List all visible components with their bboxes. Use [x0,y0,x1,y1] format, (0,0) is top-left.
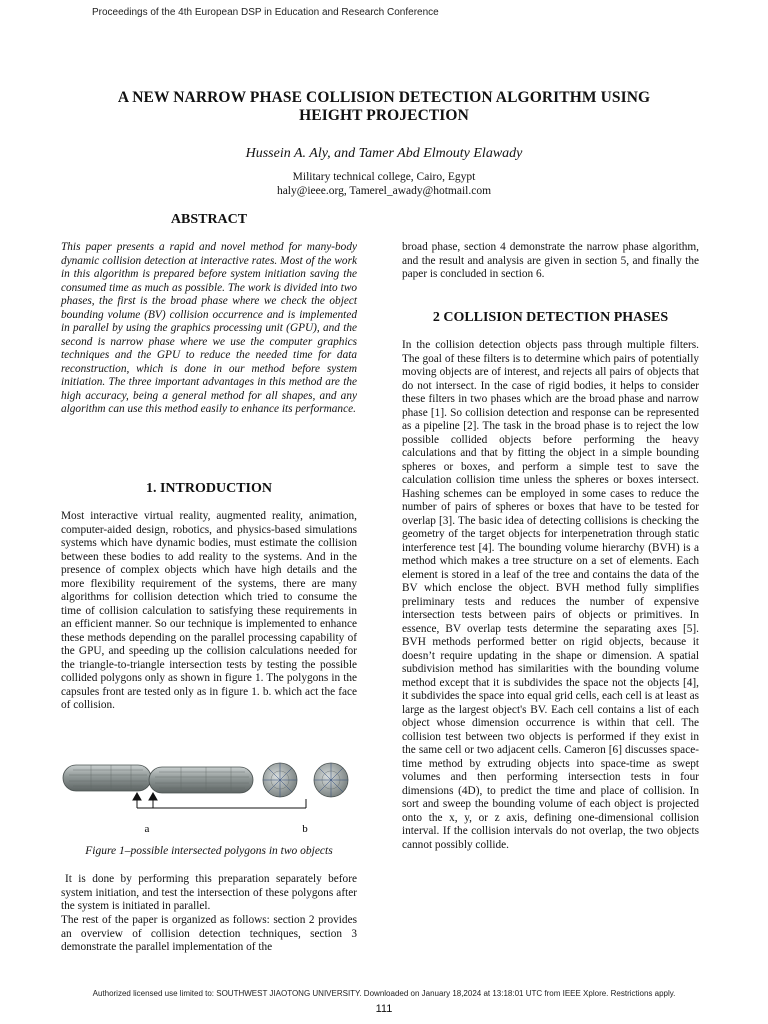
figure-label-b: b [302,823,308,834]
introduction-paragraph-1: Most interactive virtual reality, augmented reality, animation, computer-aided design, robotics, and physics-based simulations systems which have dynamic bodies, must estimate the collision between these bodies to add reality to the systems. And in the presence of complex objects which have high details and the more flexibility requirement of the systems, there are many algorithms for collision detection which tried to consume the time of collision calculation to satisfying these requirements in an efficient manner. So our technique is implemented to enhance these methods depending on the parallel processing capability of the GPU, and speeding up the collision calculations needed for the triangle-to-triangle intersection tests by testing the possible collided polygons only as shown in figure 1. The polygons in the capsules front are tested only as in figure 1. b. which act the face of collision. [61,510,357,711]
emails: haly@ieee.org, Tamerel_awady@hotmail.com [276,185,492,197]
running-header: Proceedings of the 4th European DSP in Education and Research Conference [92,7,439,18]
license-footer: Authorized licensed use limited to: SOUTHWEST JIAOTONG UNIVERSITY. Downloaded on January 18,2024 at 13:18:01 UTC from IEEE Xplore. Restrictions apply. [92,989,676,998]
sphere-object-2 [314,763,348,797]
affiliation-block [60,170,708,198]
introduction-paragraph-2: It is done by performing this preparation separately before system initiation, and test the intersection of these polygons after the system is initiated in parallel. [61,873,357,912]
introduction-paragraph-3: The rest of the paper is organized as follows: section 2 provides an overview of collision detection techniques, section 3 demonstrate the parallel implementation of the [61,914,357,953]
affiliation: Military technical college, Cairo, Egypt [292,171,476,183]
sphere-object-1 [263,763,297,797]
page-number: 111 [375,1003,393,1015]
section-2-paragraph: In the collision detection objects pass through multiple filters. The goal of these filters is to determine which pairs of potentially moving objects are of interest, and rejects all pairs of objects that do not intersect. In the case of rigid bodies, it helps to consider these filters in two phases which are the broad phase and narrow phase [1]. So collision detection and response can be represented as a pipeline [2]. The task in the broad phase is to reject the low possible collided objects before performing the heavy calculations and that by fitting the object in a simple bounding spheres or boxes, and perform a simple test to save the calculation collision time unless the spheres or boxes intersect. Hashing schemes can be employed in some cases to reduce the number of pairs of spheres or boxes that have to be tested for overlap [3]. The basic idea of detecting collisions is checking the geometry of the target objects for interpenetration through static interference test [4]. The bounding volume hierarchy (BVH) is a method which makes a tree structure on a set of elements. Each element is stored in a leaf of the tree and contains the data of the BV which enclose the object. BVH method fully simplifies preliminary tests and reduces the number of expensive intersection tests between pairs of objects or primitives. In essence, BV overlap tests determine the separating axes [5]. BVH methods performed better on rigid objects, because it doesn’t require updating in the shape or dimension. A spatial subdivision method has similarities with the bounding volume method except that it is subdivides the space not the objects [4], it subdivides the space into equal grid cells, each cell is at least as large as the largest object's BV. Each cell contains a list of each object whose dimension occurrence is within that cell. The collision test between two objects is performed if they exist in the same cell or two adjacent cells. Cameron [6] discusses space-time method by extruding objects into space-time as swept volumes and then performing intersection tests in four dimensions (4D), to predict the time and place of collision. In sort and sweep the bounding volume of each object is projected onto the x, y, or z axis, defining one-dimensional collision interval. If the collision intervals do not overlap, the two objects cannot possibly collide. [402,339,699,851]
title-line-2: HEIGHT PROJECTION [299,107,469,124]
authors: Hussein A. Aly, and Tamer Abd Elmouty Elawady [245,146,523,161]
section-2-heading: 2 COLLISION DETECTION PHASES [432,310,669,325]
introduction-heading: 1. INTRODUCTION [145,481,272,496]
figure-1 [61,762,357,834]
right-paragraph-continued: broad phase, section 4 demonstrate the narrow phase algorithm, and the result and analysis are given in section 5, and finally the paper is concluded in section 6. [402,241,699,280]
title-line-1: A NEW NARROW PHASE COLLISION DETECTION ALGORITHM USING [117,89,651,106]
abstract-text: This paper presents a rapid and novel method for many-body dynamic collision detection at interactive rates. Most of the work in this algorithm is prepared before system initiation saving the consumed time as much as possible. The work is divided into two phases, the first is the broad phase where we check the object bounding volume (BV) collision occurrence and is implemented in parallel by using the graphics processing unit (GPU), and the second is narrow phase where we use the computer graphics techniques and the GPU to reduce the needed time for data reconstruction, which is done in our method before system initiation. The three important advantages in this method are the high accuracy, being a general method for all shapes, and any algorithm can use this method easily to enhance its performance. [61,241,357,415]
capsule-object-2 [149,767,253,793]
paper-title [60,89,708,125]
figure-1-caption: Figure 1–possible intersected polygons in two objects [85,845,333,857]
abstract-heading: ABSTRACT [170,212,248,227]
figure-label-a: a [144,823,150,834]
capsule-object-1 [63,765,151,791]
